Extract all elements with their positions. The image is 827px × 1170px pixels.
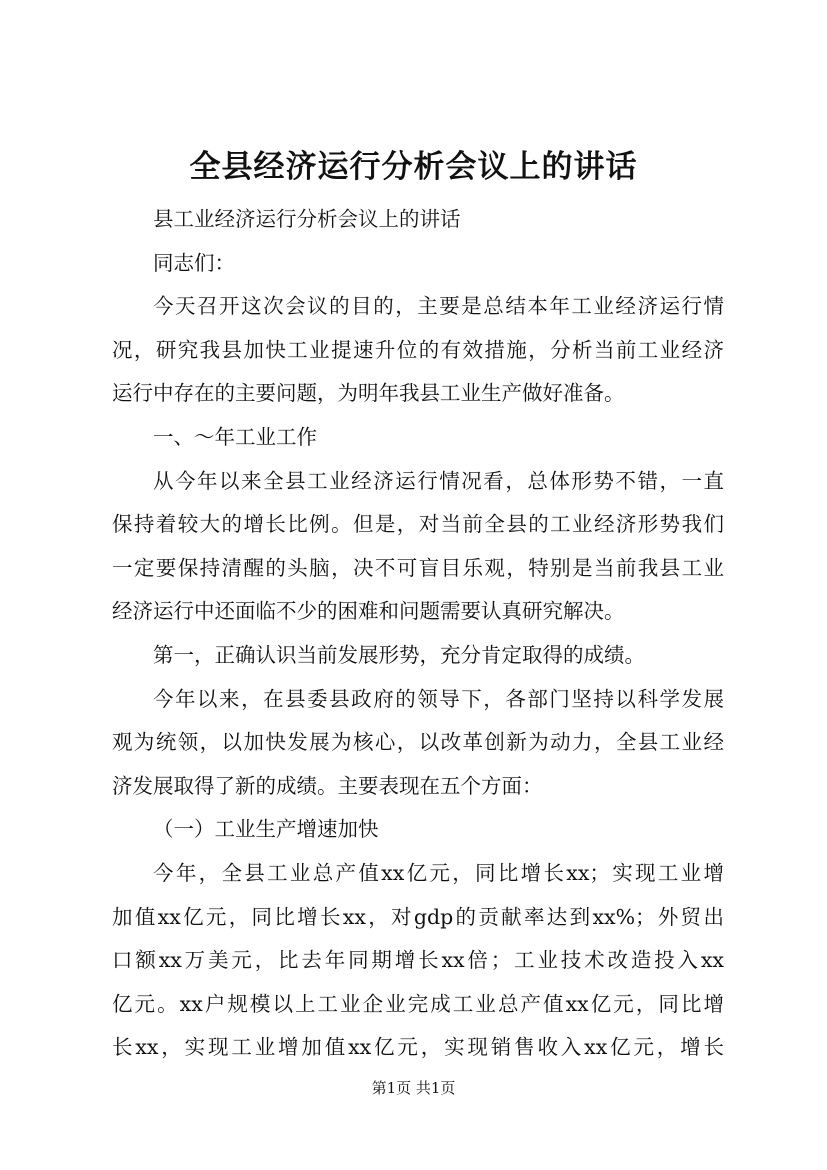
page-footer: 第1页 共1页 (371, 1079, 456, 1097)
text-line: 口额xx万美元，比去年同期增长xx倍；工业技术改造投入xx (112, 948, 724, 973)
text-line: 今年以来，在县委县政府的领导下，各部门坚持以科学发展 (153, 686, 724, 711)
document-body (112, 198, 724, 1070)
text-line: 同志们： (153, 250, 235, 275)
text-line: 今天召开这次会议的目的，主要是总结本年工业经济运行情 (153, 294, 724, 319)
text-line: 一定要保持清醒的头脑，决不可盲目乐观，特别是当前我县工业 (112, 555, 724, 580)
text-line: 从今年以来全县工业经济运行情况看，总体形势不错，一直 (153, 468, 724, 493)
text-line: 县工业经济运行分析会议上的讲话 (153, 207, 461, 231)
text-line: 一、～年工业工作 (153, 424, 317, 449)
text-line: 运行中存在的主要问题，为明年我县工业生产做好准备。 (112, 381, 625, 406)
text-line: 今年，全县工业总产值xx亿元，同比增长xx；实现工业增 (153, 860, 724, 885)
text-line: 经济运行中还面临不少的困难和问题需要认真研究解决。 (112, 599, 625, 624)
text-line: （一）工业生产增速加快 (153, 817, 379, 842)
text-line: 亿元。xx户规模以上工业企业完成工业总产值xx亿元，同比增 (112, 991, 724, 1016)
document-title: 全县经济运行分析会议上的讲话 (189, 149, 638, 185)
text-line: 济发展取得了新的成绩。主要表现在五个方面： (112, 773, 543, 798)
text-line: 况，研究我县加快工业提速升位的有效措施，分析当前工业经济 (112, 337, 724, 362)
text-line: 长xx，实现工业增加值xx亿元，实现销售收入xx亿元，增长 (112, 1035, 724, 1060)
text-line: 第一，正确认识当前发展形势，充分肯定取得的成绩。 (153, 642, 645, 667)
text-line: 保持着较大的增长比例。但是，对当前全县的工业经济形势我们 (112, 512, 724, 537)
text-line: 加值xx亿元，同比增长xx，对gdp的贡献率达到xx%；外贸出 (112, 904, 724, 929)
text-line: 观为统领，以加快发展为核心，以改革创新为动力，全县工业经 (112, 730, 724, 755)
